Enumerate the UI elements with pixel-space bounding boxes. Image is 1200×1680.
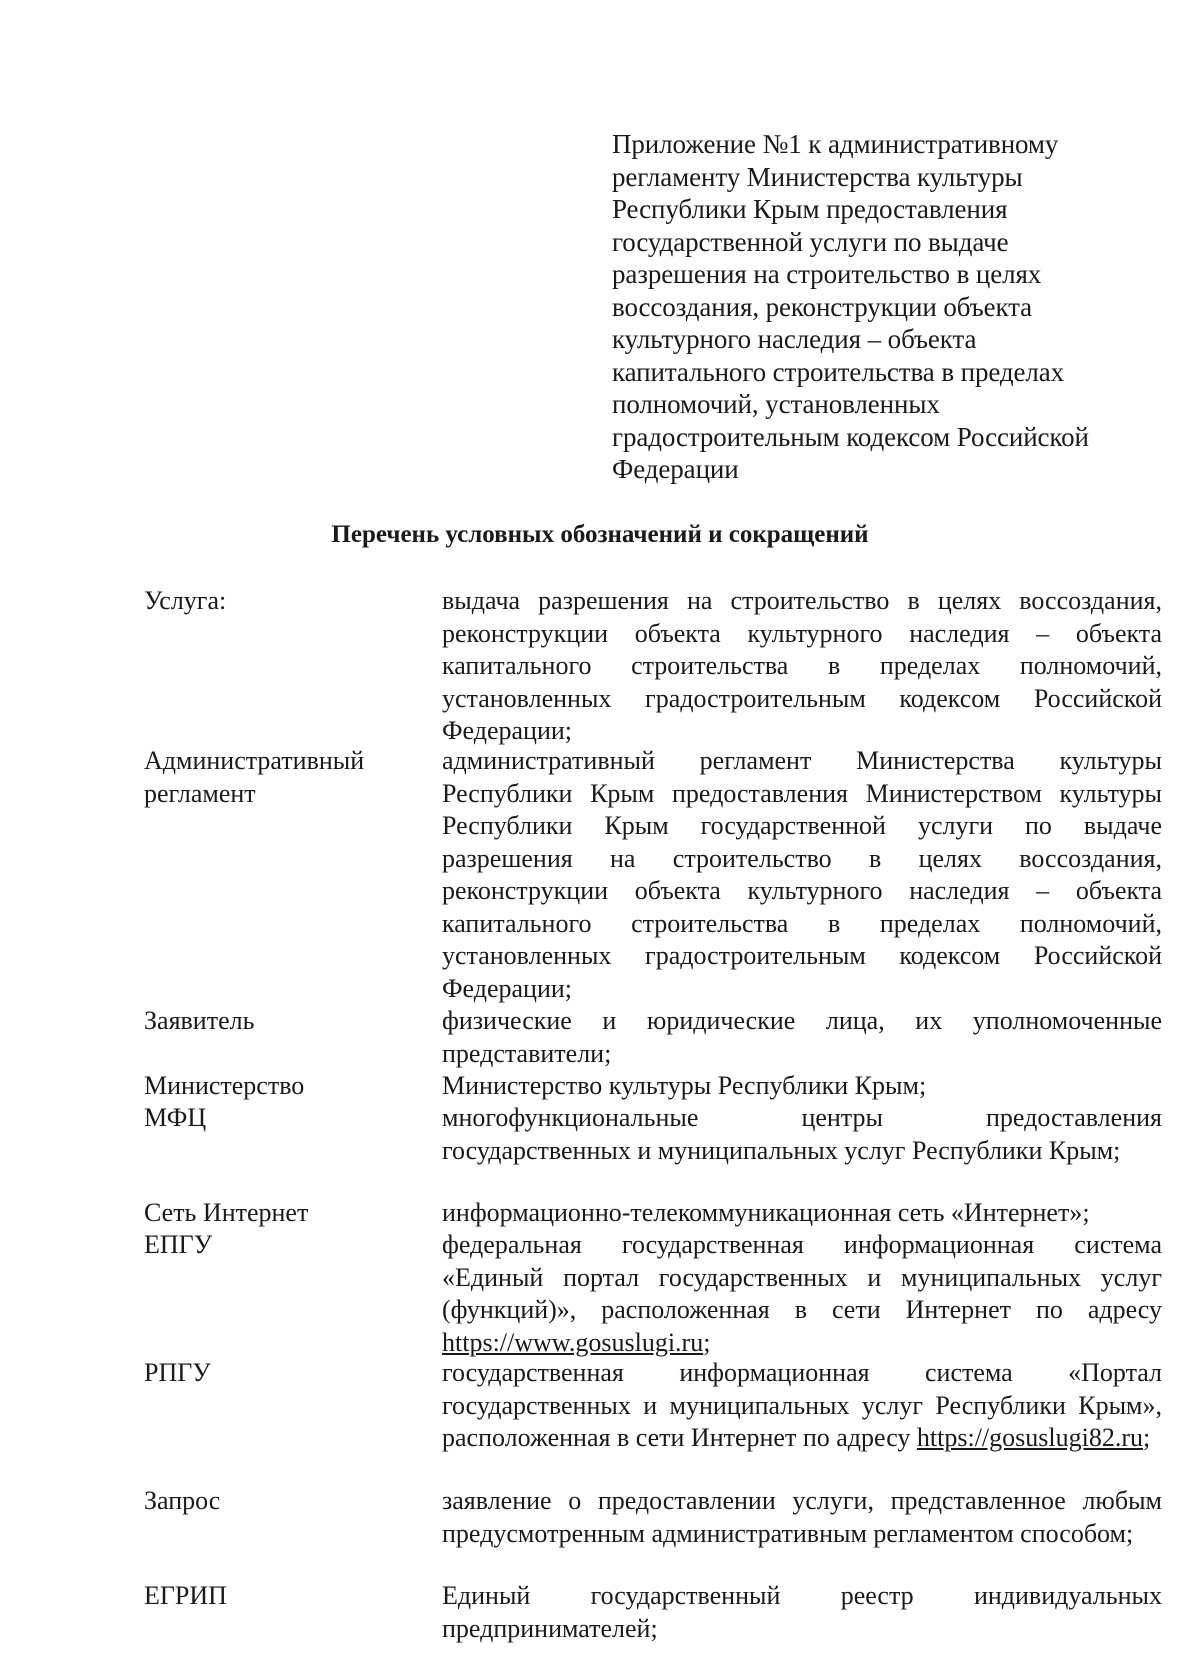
glossary-definition: многофункциональные центры предоставления государственных и муниципальных услуг Республики Крым; (442, 1103, 1162, 1165)
glossary-definition: физические и юридические лица, их уполномоченные представители; (442, 1006, 1162, 1068)
glossary-term: ЕПГУ (144, 1230, 213, 1259)
definition-suffix: ; (703, 1327, 711, 1357)
glossary-term: Министерство (144, 1071, 305, 1100)
glossary-definition: административный регламент Министерства культуры Республики Крым предоставления Министерством культуры Республики Крым государственной услуги по выдаче разрешения на строительство в целях воссоздания, реконструкции объекта культурного наследия – объекта капитального строительства в пределах полномочий, установленных градостроительным кодексом Российской Федерации; (442, 746, 1162, 1003)
glossary-term: Услуга: (144, 586, 227, 615)
glossary-term: РПГУ (144, 1358, 211, 1387)
glossary-definition (442, 1229, 1162, 1359)
glossary-definition: заявление о предоставлении услуги, представленное любым предусмотренным административным регламентом способом; (442, 1486, 1162, 1548)
glossary-term: Сеть Интернет (144, 1198, 309, 1227)
glossary-definition: выдача разрешения на строительство в целях воссоздания, реконструкции объекта культурного наследия – объекта капитального строительства в пределах полномочий, установленных градостроительным кодексом Российской Федерации; (442, 586, 1162, 745)
gosuslugi-link[interactable]: https://www.gosuslugi.ru (442, 1327, 704, 1357)
appendix-header: Приложение №1 к административному регламенту Министерства культуры Республики Крым предоставления государственной услуги по выдаче разрешения на строительство в целях воссоздания, реконструкции объекта культурного наследия – объекта капитального строительства в пределах полномочий, установленных градостроительным кодексом Российской Федерации (612, 129, 1089, 484)
glossary-term: МФЦ (144, 1103, 207, 1132)
glossary-definition: информационно-телекоммуникационная сеть «Интернет»; (442, 1198, 1090, 1227)
document-title: Перечень условных обозначений и сокращений (331, 521, 869, 548)
glossary-term: ЕГРИП (144, 1581, 227, 1610)
glossary-definition: Единый государственный реестр индивидуальных предпринимателей; (442, 1581, 1162, 1643)
glossary-definition (442, 1357, 1162, 1455)
definition-text: федеральная государственная информационная система «Единый портал государственных и муниципальных услуг (функций)», расположенная в сети Интернет по адресу (442, 1230, 1162, 1324)
glossary-term: Административный регламент (144, 746, 365, 808)
definition-text: государственная информационная система «Портал государственных и муниципальных услуг Республики Крым», расположенная в сети Интернет по адресу (442, 1358, 1162, 1452)
definition-suffix: ; (1142, 1423, 1151, 1452)
glossary-term: Заявитель (144, 1006, 255, 1035)
gosuslugi82-link[interactable]: https://gosuslugi82.ru (916, 1423, 1143, 1452)
glossary-term: Запрос (144, 1486, 221, 1515)
glossary-definition: Министерство культуры Республики Крым; (442, 1071, 927, 1100)
